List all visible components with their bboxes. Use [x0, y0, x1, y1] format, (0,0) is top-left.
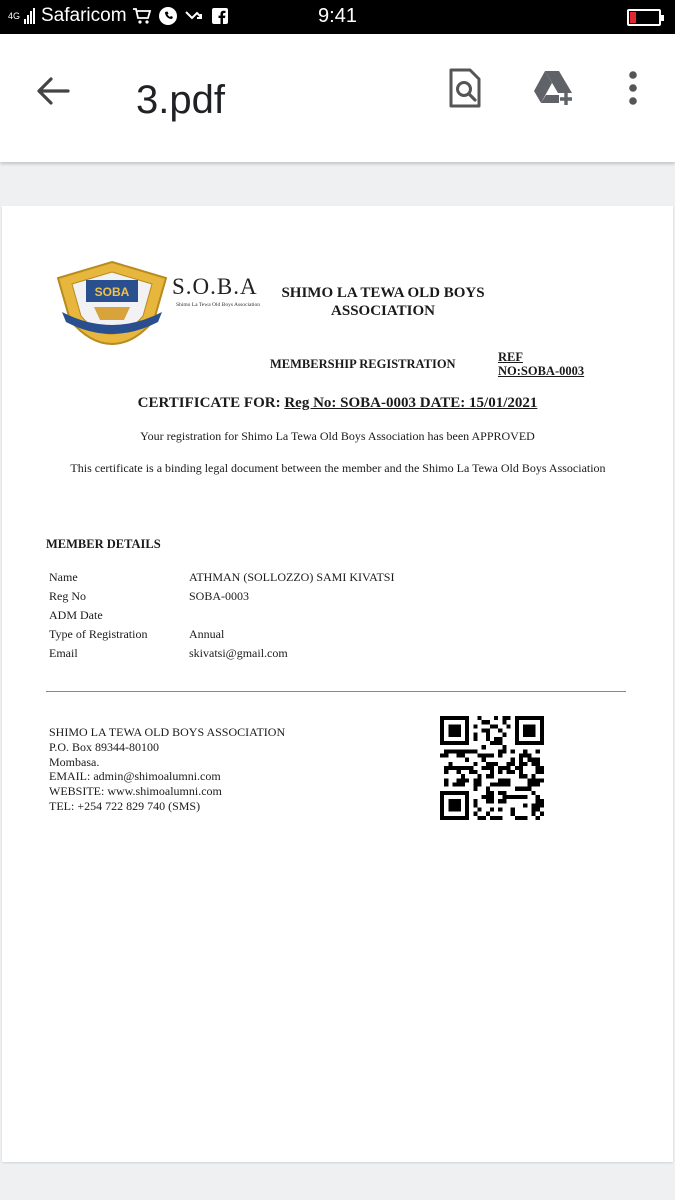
detail-label: Email: [49, 646, 78, 660]
certificate-for-line: [2, 395, 673, 412]
network-type: 4G: [8, 10, 21, 21]
detail-value: ATHMAN (SOLLOZZO) SAMI KIVATSI: [189, 570, 395, 584]
pdf-page: [2, 206, 673, 1162]
ref-label: REF: [498, 350, 523, 364]
detail-row-email: [49, 646, 394, 665]
legal-binding-statement: This certificate is a binding legal document between the member and the Shimo La Tewa Old Boys Association: [70, 461, 606, 475]
member-details-table: [49, 570, 394, 665]
detail-row-adm-date: [49, 608, 394, 627]
ref-value: NO:SOBA-0003: [498, 364, 585, 378]
logo-subtitle: Shimo La Tewa Old Boys Association: [176, 302, 260, 308]
footer-org: SHIMO LA TEWA OLD BOYS ASSOCIATION: [49, 725, 286, 739]
footer-po-box: P.O. Box 89344-80100: [49, 739, 160, 754]
detail-label: ADM Date: [49, 608, 103, 622]
detail-row-registration-type: [49, 627, 394, 646]
detail-row-reg-no: [49, 589, 394, 608]
detail-label: Type of Registration: [49, 627, 148, 641]
reference-number: [498, 350, 584, 378]
app-bar: [0, 34, 675, 162]
organization-name: SHIMO LA TEWA OLD BOYS ASSOCIATION: [281, 285, 485, 319]
certificate-reg-date: Reg No: SOBA-0003 DATE: 15/01/2021: [284, 395, 538, 411]
battery-icon: [627, 9, 661, 26]
footer-email: EMAIL: admin@shimoalumni.com: [49, 769, 221, 784]
status-bar: [0, 0, 675, 34]
document-title: 3.pdf: [136, 78, 225, 122]
logo-text: S.O.B.A: [172, 274, 258, 299]
detail-row-name: [49, 570, 394, 589]
add-to-drive-icon: [532, 69, 576, 107]
detail-value: Annual: [189, 627, 225, 641]
member-details-heading: MEMBER DETAILS: [46, 537, 161, 551]
qr-code: [440, 716, 544, 820]
clock: 9:41: [318, 5, 357, 27]
approval-statement: Your registration for Shimo La Tewa Old Boys Association has been APPROVED: [140, 429, 535, 443]
contact-footer: [49, 725, 285, 814]
certificate-for-label: CERTIFICATE FOR:: [137, 395, 281, 411]
add-to-drive-button[interactable]: [530, 64, 578, 112]
back-arrow-icon: [36, 76, 70, 106]
footer-city: Mombasa.: [49, 754, 100, 769]
logo-badge-text: SOBA: [94, 285, 130, 299]
footer-website: WEBSITE: www.shimoalumni.com: [49, 784, 222, 799]
more-vert-icon: [628, 71, 638, 105]
search-in-document-button[interactable]: [441, 64, 489, 112]
detail-value: SOBA-0003: [189, 589, 250, 603]
detail-value: skivatsi@gmail.com: [189, 646, 288, 660]
footer-tel: TEL: +254 722 829 740 (SMS): [49, 798, 201, 813]
detail-label: Reg No: [49, 589, 86, 603]
soba-crest-logo: [54, 260, 170, 346]
more-options-button[interactable]: [609, 64, 657, 112]
back-button[interactable]: [30, 68, 76, 114]
search-in-document-icon: [448, 68, 482, 108]
detail-label: Name: [49, 570, 78, 584]
section-divider: [46, 691, 626, 692]
membership-registration-heading: MEMBERSHIP REGISTRATION: [270, 357, 456, 371]
carrier-name: Safaricom: [41, 5, 127, 26]
